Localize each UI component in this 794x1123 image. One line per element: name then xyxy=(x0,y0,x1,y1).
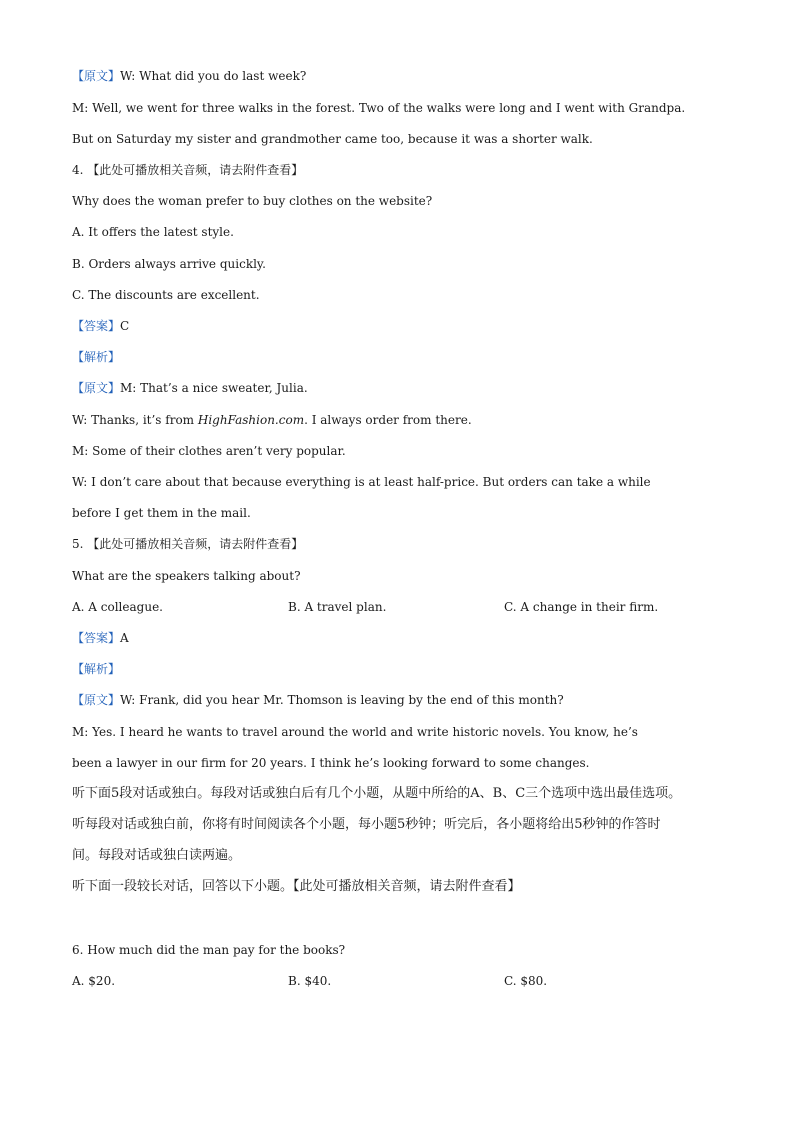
q4-script-man-1 xyxy=(72,379,308,397)
section-instruction-1: 听下面5段对话或独白。每段对话或独白后有几个小题，从题中所给的A、B、C三个选项中选出最佳选项。 xyxy=(72,786,682,801)
q5-analysis xyxy=(72,660,120,678)
q4-script-man-2: M: Some of their clothes aren’t very popular. xyxy=(72,444,346,458)
q3-script-man-2: But on Saturday my sister and grandmother came too, because it was a shorter walk. xyxy=(72,132,593,146)
analysis-tag: 【解析】 xyxy=(72,662,121,676)
q4-option-a: A. It offers the latest style. xyxy=(72,225,234,239)
q4-question: Why does the woman prefer to buy clothes on the website? xyxy=(72,194,433,208)
dialogue-line: M: That’s a nice sweater, Julia. xyxy=(120,381,308,395)
q4-option-b: B. Orders always arrive quickly. xyxy=(72,257,266,271)
q5-script-woman xyxy=(72,691,564,709)
q5-answer xyxy=(72,629,129,647)
q4-header: 4. 【此处可播放相关音频，请去附件查看】 xyxy=(72,163,304,177)
dialogue-prefix: W: Thanks, it’s from xyxy=(72,413,198,427)
q5-option-c: C. A change in their firm. xyxy=(504,600,659,614)
section-instruction-4: 听下面一段较长对话，回答以下小题。【此处可播放相关音频，请去附件查看】 xyxy=(72,879,521,894)
q5-header: 5. 【此处可播放相关音频，请去附件查看】 xyxy=(72,537,304,551)
q4-analysis xyxy=(72,348,120,366)
q4-answer xyxy=(72,317,129,335)
original-text-tag: 【原文】 xyxy=(72,69,121,83)
original-text-tag: 【原文】 xyxy=(72,381,121,395)
q5-question: What are the speakers talking about? xyxy=(72,569,301,583)
q6-option-b: B. $40. xyxy=(288,974,332,988)
answer-value: C xyxy=(120,319,130,333)
answer-value: A xyxy=(120,631,129,645)
q6-option-a: A. $20. xyxy=(72,974,116,988)
q6-option-c: C. $80. xyxy=(504,974,548,988)
q4-option-c: C. The discounts are excellent. xyxy=(72,288,260,302)
q5-option-a: A. A colleague. xyxy=(72,600,163,614)
website-name: HighFashion.com xyxy=(197,413,305,427)
analysis-tag: 【解析】 xyxy=(72,350,121,364)
dialogue-suffix: . I always order from there. xyxy=(304,413,472,427)
q5-script-man-1: M: Yes. I heard he wants to travel around the world and write historic novels. You know, he’s xyxy=(72,725,638,739)
answer-tag: 【答案】 xyxy=(72,631,121,645)
q4-script-woman-1 xyxy=(72,411,472,429)
dialogue-line: W: What did you do last week? xyxy=(120,69,307,83)
q5-option-b: B. A travel plan. xyxy=(288,600,387,614)
q6-question: 6. How much did the man pay for the books? xyxy=(72,943,346,957)
dialogue-line: W: Frank, did you hear Mr. Thomson is leaving by the end of this month? xyxy=(120,693,564,707)
q4-script-woman-2a: W: I don’t care about that because everything is at least half-price. But orders can take a while xyxy=(72,475,651,489)
section-instruction-3: 间。每段对话或独白读两遍。 xyxy=(72,848,242,863)
q3-script-woman xyxy=(72,67,306,85)
original-text-tag: 【原文】 xyxy=(72,693,121,707)
answer-tag: 【答案】 xyxy=(72,319,121,333)
q3-script-man-1: M: Well, we went for three walks in the forest. Two of the walks were long and I went with Grandpa. xyxy=(72,101,686,115)
q4-script-woman-2b: before I get them in the mail. xyxy=(72,506,251,520)
q5-script-man-2: been a lawyer in our firm for 20 years. I think he’s looking forward to some changes. xyxy=(72,756,590,770)
section-instruction-2: 听每段对话或独白前，你将有时间阅读各个小题，每小题5秒钟；听完后，各小题将给出5秒钟的作答时 xyxy=(72,817,661,832)
